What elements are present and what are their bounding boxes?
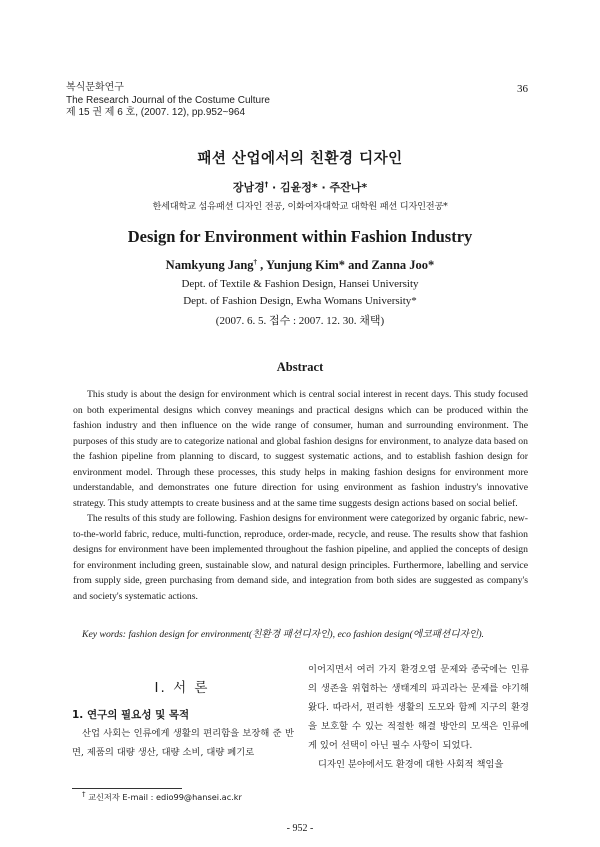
- body-right-column: [308, 660, 529, 774]
- body-left-column: [72, 724, 294, 762]
- subsection-heading: 1. 연구의 필요성 및 목적: [72, 709, 190, 721]
- english-first-author: Namkyung Jang: [165, 258, 254, 272]
- section-heading-introduction: Ⅰ. 서 론: [154, 680, 210, 696]
- english-coauthors: , Yunjung Kim* and Zanna Joo*: [257, 258, 435, 272]
- korean-title: 패션 산업에서의 친환경 디자인: [197, 151, 403, 167]
- submission-dates: (2007. 6. 5. 접수 : 2007. 12. 30. 채택): [215, 315, 385, 327]
- korean-coauthors: · 김윤정* · 주잔나*: [268, 181, 368, 194]
- korean-first-author: 장남경: [232, 181, 265, 194]
- abstract-body: [73, 387, 528, 604]
- abstract-paragraph-1: This study is about the design for environment which is central social interest in recent days. This study focused on both experimental designs which convey meanings and practical designs which can be produced within the fashion industry and then influence on the wide range of consumer, human and surrounding environment. The purposes of this study are to categorize national and global fashion designs for environment, to analyze data based on the fashion pipeline from planning to discard, to suggest systematic actions, and to establish fashion design for environment model. Through these processes, this study helps in making fashion designs for environment more understandable, and demonstrates one future direction for using environment as fashion industry's innovative strategy. This study attempts to create business and at the same time suggests design actions based on social belief.: [73, 389, 528, 509]
- journal-header: [66, 82, 386, 120]
- corresponding-mark: †: [264, 180, 269, 189]
- page-number: 36: [517, 83, 528, 95]
- corresponding-mark: †: [253, 257, 258, 266]
- footer-page-number: - 952 -: [286, 823, 314, 834]
- journal-name-english: The Research Journal of the Costume Culture: [66, 94, 270, 106]
- footnote-mark: †: [82, 790, 86, 799]
- keywords: Key words: fashion design for environment(친환경 패션디자인), eco fashion design(에코패션디자인).: [82, 629, 484, 640]
- journal-issue: 제 15 권 제 6 호, (2007. 12), pp.952~964: [66, 107, 246, 118]
- journal-name-korean: 복식문화연구: [66, 82, 124, 93]
- abstract-paragraph-2: The results of this study are following. Fashion designs for environment were categorized by organic fabric, new-to-the-world fabric, reduce, multi-function, reproduce, order-made, recycle, and reuse. The results show that fashion designs for environment have been implemented throughout the fashion pipeline, and applied the concepts of design for environment including green, sustainable slow, and natural design principles. Furthermore, labelling and service from supply side, green purchasing from demand side, and integration from both sides are suggested as company's and society's systematic actions.: [73, 513, 528, 602]
- footnote: [82, 792, 242, 803]
- abstract-heading: Abstract: [276, 360, 324, 374]
- body-paragraph: 산업 사회는 인류에게 생활의 편리함을 보장해 준 반면, 제품의 대량 생산, 대량 소비, 대량 폐기로: [72, 728, 294, 758]
- body-paragraph: 이어지면서 여러 가지 환경오염 문제와 종국에는 인류의 생존을 위협하는 생태계의 파괴라는 문제를 야기해왔다. 따라서, 편리한 생활의 도모와 함께 지구의 환경을 보호할 수 있는 적절한 해결 방안의 모색은 인류에게 있어 선택이 아닌 필수 사항이 되었다.: [308, 664, 529, 751]
- footnote-email: 교신저자 E-mail : edio99@hansei.ac.kr: [85, 792, 242, 802]
- affiliation-ewha: Dept. of Fashion Design, Ewha Womans University*: [183, 295, 417, 307]
- footnote-divider: [72, 788, 182, 789]
- korean-affiliation: 한세대학교 섬유패션 디자인 전공, 이화여자대학교 대학원 패션 디자인전공*: [152, 201, 448, 212]
- korean-authors: [0, 179, 600, 195]
- affiliation-hansei: Dept. of Textile & Fashion Design, Hansei University: [181, 278, 419, 290]
- body-paragraph: 디자인 분야에서도 환경에 대한 사회적 책임을: [318, 759, 504, 770]
- english-title: Design for Environment within Fashion Industry: [127, 227, 473, 246]
- english-authors: [0, 258, 600, 273]
